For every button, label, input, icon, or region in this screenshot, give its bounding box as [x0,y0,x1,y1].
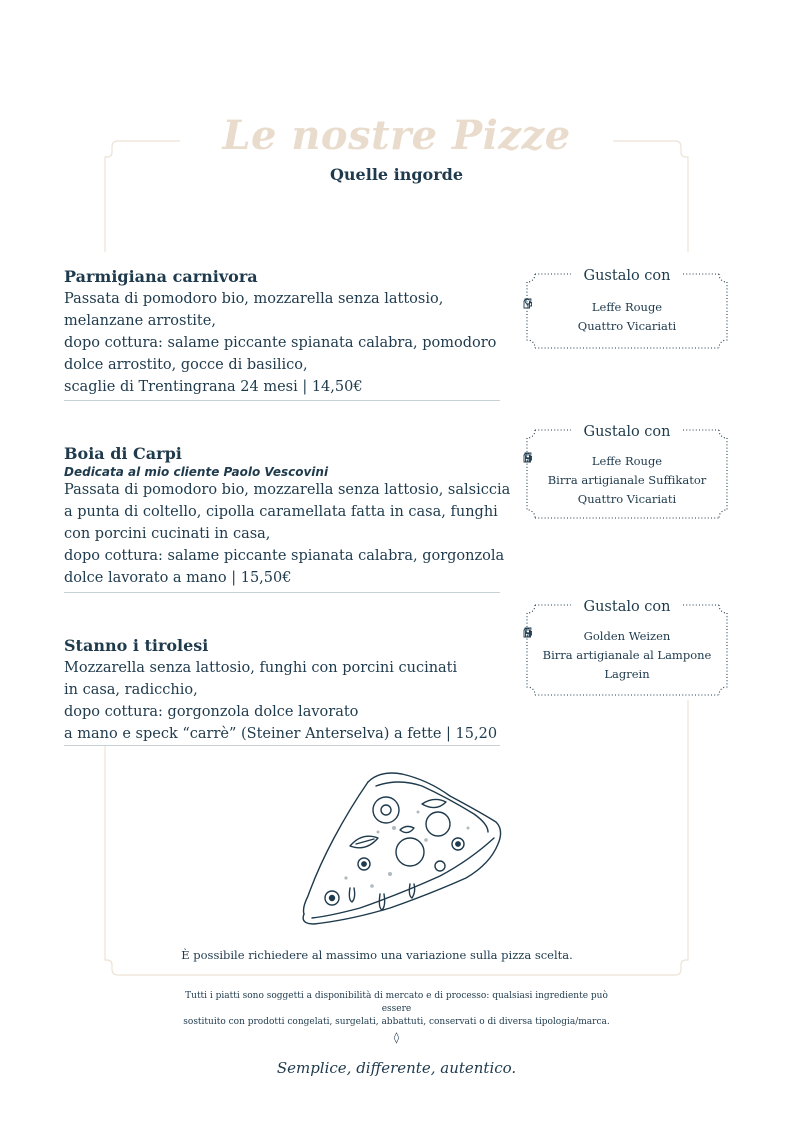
pairing-box [523,424,731,524]
description-line: scaglie di Trentingrana 24 mesi | 14,50€ [64,379,363,395]
pairing-title: Gustalo con [583,599,671,615]
page-title: Le nostre Pizze [222,112,571,159]
pairing-label: Birra artigianale Suffikator [547,473,707,487]
page-subtitle: Quelle ingorde [329,165,464,184]
wine-glass-icon [523,627,533,638]
pairing-label: Leffe Rouge [591,454,663,468]
pizza-name: Boia di Carpi [64,444,182,463]
pairing-list [523,452,731,509]
wine-glass-icon [523,298,533,309]
pairing-label: Quattro Vicariati [577,492,677,506]
pizza-name: Stanno i tirolesi [64,636,209,655]
pizza-description [64,657,500,745]
pairing-box [523,599,731,701]
wine-glass-icon [523,452,533,463]
description-line: dopo cottura: salame piccante spianata calabra, pomodoro [64,335,497,351]
divider [64,592,500,593]
pairing-title: Gustalo con [583,268,671,284]
pairing-box [523,268,731,354]
description-line: Passata di pomodoro bio, mozzarella senza lattosio, [64,291,444,307]
pairing-item [523,490,731,509]
diamond-ornament: ◊ [393,1031,400,1044]
description-line: dolce lavorato a mano | 15,50€ [64,570,292,586]
pairing-title: Gustalo con [583,424,671,440]
pairing-label: Golden Weizen [583,629,671,643]
divider [64,745,500,746]
description-line: Passata di pomodoro bio, mozzarella senza lattosio, salsiccia [64,482,511,498]
pizza-dedication: Dedicata al mio cliente Paolo Vescovini [64,465,329,479]
pizza-description [64,288,500,398]
description-line: melanzane arrostite, [64,313,216,329]
pairing-label: Birra artigianale al Lampone [542,648,712,662]
motto: Semplice, differente, autentico. [276,1059,517,1077]
pizza-name: Parmigiana carnivora [64,267,258,286]
pairing-item [523,471,731,490]
pairing-item [523,452,731,471]
pizza-item [64,266,500,398]
pairing-item [523,298,731,317]
pairing-item [523,646,731,665]
pizza-slice-illustration [290,768,506,928]
disclaimer-line: sostituito con prodotti congelati, surgelati, abbattuti, conservati o di diversa tipologia/marca. [183,1017,610,1027]
description-line: a punta di coltello, cipolla caramellata fatta in casa, funghi [64,504,498,520]
divider [64,400,500,401]
pairing-list [523,627,731,684]
description-line: a mano e speck “carrè” (Steiner Anterselva) a fette | 15,20 [64,726,498,742]
variation-note: È possibile richiedere al massimo una variazione sulla pizza scelta. [181,948,573,962]
description-line: con porcini cucinati in casa, [64,526,271,542]
disclaimer-line: Tutti i piatti sono soggetti a disponibilità di mercato e di processo: qualsiasi ingrediente può essere [185,991,608,1014]
pairing-item [523,627,731,646]
pairing-item [523,665,731,684]
pairing-label: Leffe Rouge [591,300,663,314]
disclaimer [180,990,613,1029]
pairing-list [523,298,731,336]
description-line: dolce arrostito, gocce di basilico, [64,357,308,373]
description-line: Mozzarella senza lattosio, funghi con porcini cucinati [64,660,458,676]
pairing-label: Lagrein [604,667,650,681]
description-line: dopo cottura: gorgonzola dolce lavorato [64,704,359,720]
description-line: dopo cottura: salame piccante spianata calabra, gorgonzola [64,548,505,564]
pizza-item [64,635,500,745]
description-line: in casa, radicchio, [64,682,198,698]
pairing-item [523,317,731,336]
pizza-description [64,479,511,589]
pairing-label: Quattro Vicariati [577,319,677,333]
pizza-item [64,443,511,589]
